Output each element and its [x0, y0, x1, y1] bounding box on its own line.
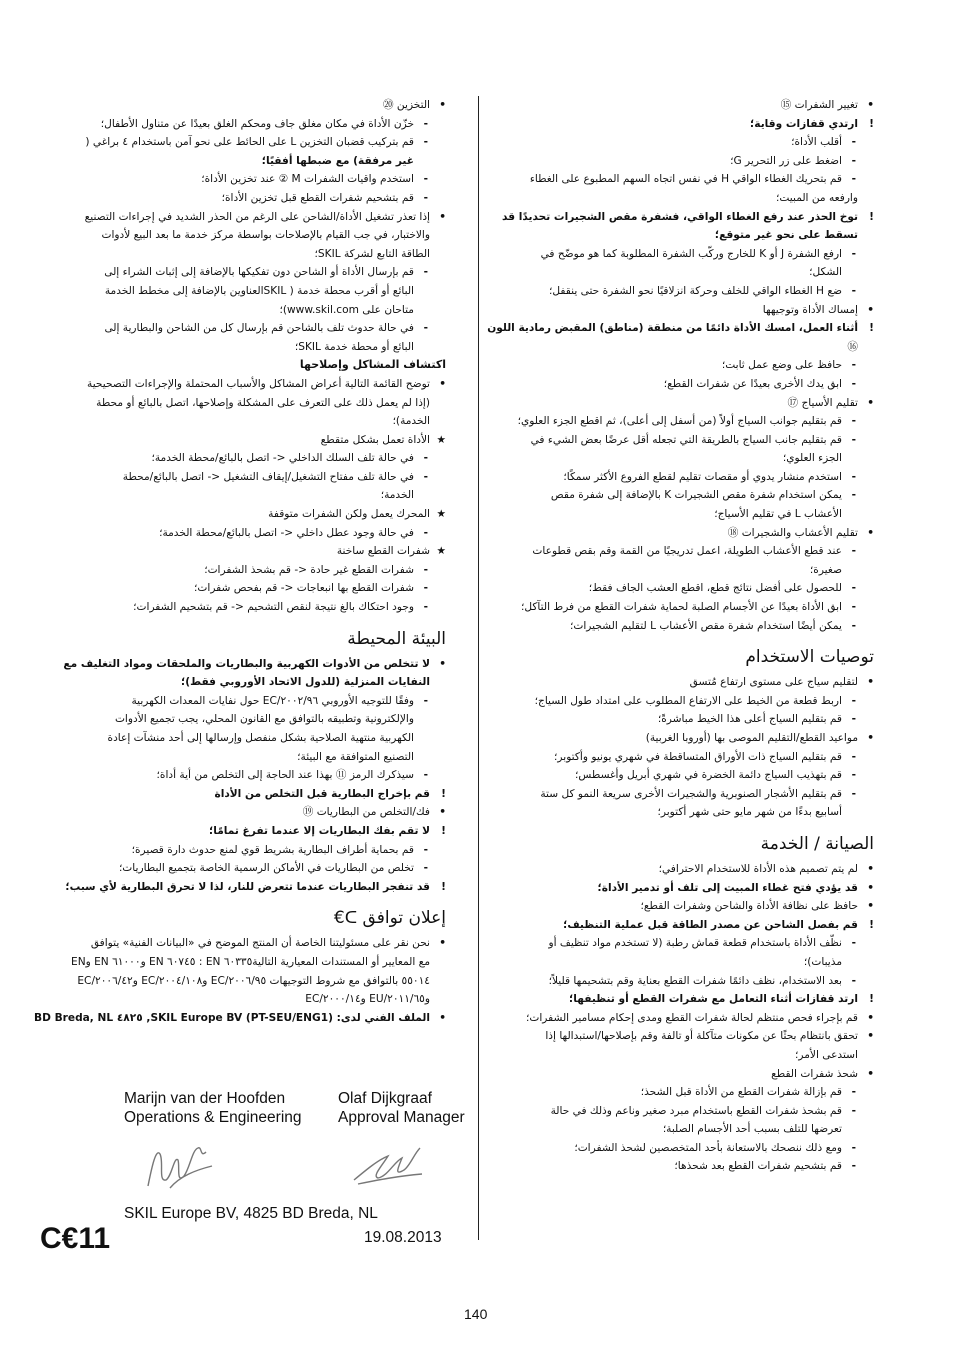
section-heading: [30, 906, 446, 930]
dash-bullet-icon: -: [423, 470, 428, 483]
line-text: تخلص من البطاريات في الأماكن الرسمية الخاصة بتجميع البطاريات؛: [118, 862, 414, 875]
line-text: وجود احتكاك بالغ نتيجة لنقص التشحيم <- قم بتشحيم الشفرات؛: [133, 601, 414, 614]
list-item-continuation: [30, 301, 446, 320]
signature-2-scribble: [348, 1140, 428, 1190]
list-item: [474, 1027, 874, 1046]
line-text: توضح القائمة التالية أعراض المشاكل والأسباب المحتملة والإجراءات التصحيحية: [87, 377, 430, 390]
line-text: الطاقة التابع لشركة SKIL؛: [314, 247, 430, 260]
left-column: [30, 96, 446, 1027]
line-text: تحقق بانتظام بحثًا عن مكونات متآكلة أو تالفة وقم بإصلاحها/استبدالها إذا: [545, 1030, 858, 1043]
dash-bullet-icon: -: [851, 937, 856, 950]
line-text: البائع أو أقرب محطة خدمة ( SKILالعناوين بالإضافة إلى مخطط الخدمة: [104, 284, 414, 297]
line-text: مع المعايير أو المستندات المعيارية التالية٦٠٣٣٥ EN : ٦٠٧٤٥ EN و٦١٠٠٠ EN وEN: [71, 955, 430, 968]
list-item: [30, 96, 446, 115]
warning-mark-icon: !: [869, 117, 874, 130]
dash-bullet-icon: -: [851, 359, 856, 372]
list-item: [30, 803, 446, 822]
list-item-continuation: [474, 505, 874, 524]
list-subitem: [474, 579, 874, 598]
dash-bullet-icon: -: [851, 433, 856, 446]
line-text: قم بإزالة شفرات القطع من الأداة قبل الشحذ؛: [640, 1086, 842, 1099]
line-text: وارفعه من المبيت؛: [776, 191, 858, 204]
list-item-continuation: [30, 486, 446, 505]
bullet-icon: •: [867, 862, 874, 875]
dash-bullet-icon: -: [851, 582, 856, 595]
warning-mark-icon: !: [441, 787, 446, 800]
line-text: قم بتقليم جانب السياج بالطريقة التي تجعله أقل عرضًا بعض الشيء في: [530, 433, 842, 446]
dash-bullet-icon: -: [851, 284, 856, 297]
list-subitem: [474, 692, 874, 711]
dash-bullet-icon: -: [423, 266, 428, 279]
dash-bullet-icon: -: [423, 843, 428, 856]
line-text: قم بإجراء فحص منتظم لحالة شفرات القطع ومدى إحكام مسامير الشفرات؛: [526, 1011, 858, 1024]
list-item: [30, 208, 446, 227]
list-item-continuation: [474, 263, 874, 282]
line-text: في حالة حدوث تلف بالشاحن قم بإرسال كل من الشاحن والبطارية إلى: [104, 322, 414, 335]
bullet-icon: •: [439, 937, 446, 950]
list-subitem: [474, 710, 874, 729]
line-text: قم بحماية أطراف البطارية بشريط قوي لمنع حدوث دارة قصيرة؛: [131, 843, 414, 856]
line-text: ابق الأداة بعيدًا عن الأجسام الصلبة لحماية شفرات القطع من فرط التآكل؛: [521, 601, 842, 614]
line-text: توصيات الاستخدام: [745, 647, 874, 668]
dash-bullet-icon: -: [851, 713, 856, 726]
list-item-continuation: [474, 561, 874, 580]
list-subitem: [30, 449, 446, 468]
line-text: قد تنفجر البطاريات عندما تتعرض للنار، لذا لا تحرق البطارية لأي سبب؛: [65, 880, 430, 893]
list-subitem: [474, 1083, 874, 1102]
line-text: حافظ على وضع عمل ثابت؛: [721, 359, 842, 372]
bullet-icon: •: [867, 303, 874, 316]
list-item: [474, 729, 874, 748]
line-text: الأداة تعمل بشكل متقطع: [320, 433, 430, 446]
line-text: متاحان على www.skil.com)؛: [279, 303, 414, 316]
line-text: خزّن الأداة في مكان مغلق جاف ومحكم الغلق بعيدًا عن متناول الأطفال؛: [100, 117, 414, 130]
line-text: ٥٥٠١٤ بالتوافق مع شروط التوجيهات ٢٠٠٦/٩٥/EC و٢٠٠٤/١٠٨/EC و٢٠٠٦/٤٢/EC: [77, 974, 430, 987]
dash-bullet-icon: -: [851, 247, 856, 260]
line-text: تقليم الأعشاب والشجيرات ⑱: [727, 526, 858, 539]
dash-bullet-icon: -: [423, 694, 428, 707]
section-subheading: [30, 356, 446, 375]
section-heading: [474, 832, 874, 856]
list-subitem: [474, 486, 874, 505]
line-text: ⑯: [847, 340, 858, 353]
list-subitem: [30, 561, 446, 580]
dash-bullet-icon: -: [423, 563, 428, 576]
line-text: الخدمة)؛: [392, 415, 430, 428]
dash-bullet-icon: -: [423, 526, 428, 539]
dash-bullet-icon: -: [423, 173, 428, 186]
list-subitem: [30, 170, 446, 189]
line-text: إمساك الأداة وتوجيهها: [762, 303, 858, 316]
line-text: لم يتم تصميم هذه الأداة للاستخدام الاحترافي؛: [658, 862, 858, 875]
list-subitem: [474, 934, 874, 953]
line-text: استدعى الأمر؛: [795, 1048, 858, 1061]
list-subitem: [474, 412, 874, 431]
list-item-continuation: [474, 226, 874, 245]
line-text: قم بتقليم الأشجار الصنوبرية والشجيرات الأخرى سريعة النمو كل ستة: [540, 787, 842, 800]
dash-bullet-icon: -: [851, 601, 856, 614]
list-item: [474, 673, 874, 692]
list-item: [30, 1009, 446, 1028]
line-text: تسقط على نحو غير متوقع؛: [714, 229, 858, 242]
list-item: [30, 505, 446, 524]
line-text: البيئة المحيطة: [347, 628, 446, 649]
line-text: إذا تعذر تشغيل الأداة/الشاحن على الرغم من الحذر الشديد في إجراءات التصنيع: [84, 210, 430, 223]
dash-bullet-icon: -: [423, 769, 428, 782]
list-item-continuation: [474, 803, 874, 822]
dash-bullet-icon: -: [851, 769, 856, 782]
list-subitem: [30, 319, 446, 338]
line-text: اضغط على زر التحرير G؛: [730, 154, 842, 167]
line-text: وفقًا للتوجيه الأوروبي ٢٠٠٢/٩٦/EC حول نفايات المعدات الكهربية: [131, 694, 414, 707]
line-text: ارفع الشفرة J أو K للخارج وركّب الشفرة المطلوبة كما هو موضّح في: [540, 247, 842, 260]
line-text: بعد الاستخدام، نظف دائمًا شفرات القطع بعناية وقم بتشحيمها قليلاً؛: [548, 974, 842, 987]
line-text: النفايات المنزلية (للدول الاتحاد الأوروبي فقط)؛: [181, 676, 430, 689]
dash-bullet-icon: -: [423, 601, 428, 614]
list-subitem: [474, 170, 874, 189]
line-text: صغيرة؛: [809, 563, 842, 576]
line-text: قم بتحريك الغطاء الواقي H في نفس اتجاه السهم المطبوع على الغطاء: [529, 173, 842, 186]
list-item-continuation: [474, 1046, 874, 1065]
list-subitem: [30, 841, 446, 860]
line-text: والإلكترونية وتطبيقه بالتوافق مع القانون المحلي، يجب تجميع الأدوات: [114, 713, 414, 726]
dash-bullet-icon: -: [851, 136, 856, 149]
dash-bullet-icon: -: [851, 1160, 856, 1173]
line-text: قم بتقليم جوانب السياج أولاً (من أسفل إلى أعلى)، ثم اقطع الجزء العلوي؛: [517, 415, 842, 428]
line-text: ومع ذلك ننصحك بالاستعانة بأحد المتخصصين لشحذ الشفرات؛: [574, 1141, 842, 1154]
line-text: حافظ على نظافة الأداة والشاحن وشفرات القطع؛: [640, 900, 858, 913]
list-item: [30, 934, 446, 953]
dash-bullet-icon: -: [851, 1104, 856, 1117]
line-text: غير مرفقة) مع ضبطها أفقيًا؛: [261, 154, 414, 167]
line-text: اكتشاف المشاكل وإصلاحها: [299, 358, 446, 372]
line-text: التخزين ⑳: [382, 99, 430, 111]
list-subitem: [30, 189, 446, 208]
line-text: في حالة وجود عطل داخلي <- اتصل بالبائع/محطة الخدمة؛: [159, 526, 414, 539]
line-text: للحصول على أفضل نتائج قطع، اقطع العشب الجاف فقط؛: [588, 582, 842, 595]
line-text: إعلان توافق ᑕ€: [333, 908, 446, 929]
star-bullet-icon: ★: [436, 545, 446, 558]
list-item-continuation: [30, 226, 446, 245]
line-text: الأعشاب L في تقليم الأسياج؛: [714, 508, 842, 521]
list-subitem: [30, 468, 446, 487]
line-text: تقليم الأسياج ⑰: [787, 396, 858, 409]
dash-bullet-icon: -: [423, 117, 428, 130]
list-item: [474, 319, 874, 338]
line-text: قم بتركيب قضبان التخزين L على الحائط على نحو آمن باستخدام ٤ براغي (: [85, 136, 414, 149]
list-item: [474, 524, 874, 543]
dash-bullet-icon: -: [851, 787, 856, 800]
line-text: قم بإرسال الأداة أو الشاحن دون تفكيكها بالإضافة إلى إثبات الشراء إلى: [104, 266, 414, 279]
line-text: يمكن استخدام شفرة مقص الشجيرات K بالإضافة إلى شفرة مقص: [550, 489, 842, 502]
list-item-continuation: [30, 673, 446, 692]
line-text: قد يؤدي فتح غطاء المبيت إلى تلف أو تدمير الأداة؛: [597, 881, 858, 894]
line-text: سيذكرك الرمز ⑪ بهذا عند الحاجة إلى التخلص من أية أداة؛: [156, 769, 414, 782]
warning-mark-icon: !: [441, 824, 446, 837]
warning-mark-icon: !: [869, 210, 874, 223]
line-text: و٢٠١١/٦٥/EU و٢٠٠٠/١٤/EC: [305, 993, 430, 1006]
dash-bullet-icon: -: [851, 750, 856, 763]
line-text: لتقليم سياج على مستوى ارتفاع مُتسق: [689, 676, 858, 689]
list-item: [474, 1009, 874, 1028]
line-text: استخدم منشار يدوي أو مقصات تقليم لقطع الفروع الأكثر سمكًا؛: [563, 470, 842, 483]
dash-bullet-icon: -: [851, 377, 856, 390]
line-text: مذيبات)؛: [803, 955, 842, 968]
list-subitem: [474, 431, 874, 450]
list-item-continuation: [474, 189, 874, 208]
dash-bullet-icon: -: [851, 470, 856, 483]
list-subitem: [30, 766, 446, 785]
list-item: [30, 878, 446, 897]
list-subitem: [474, 542, 874, 561]
dash-bullet-icon: -: [423, 452, 428, 465]
line-text: ارتد قفازات أثناء التعامل مع شفرات القطع أو تنظيفها؛: [569, 993, 858, 1006]
column-divider: [478, 96, 479, 1240]
signature-1-scribble: [140, 1136, 220, 1196]
line-text: أسابيع بدءًا من شهر مايو حتى شهر أكتوبر؛: [657, 806, 842, 819]
line-text: المحرك يعمل ولكن الشفرات متوقفة: [268, 508, 430, 521]
list-item-continuation: [30, 990, 446, 1009]
list-subitem: [30, 524, 446, 543]
list-item: [474, 990, 874, 1009]
star-bullet-icon: ★: [436, 433, 446, 446]
list-subitem: [474, 133, 874, 152]
dash-bullet-icon: -: [851, 974, 856, 987]
dash-bullet-icon: -: [851, 619, 856, 632]
line-text: الخدمة؛: [380, 489, 414, 502]
line-text: ابق يدك الأخرى بعيدًا عن شفرات القطع؛: [663, 377, 842, 390]
list-item-continuation: [474, 953, 874, 972]
line-text: فك/التخلص من البطاريات ⑲: [302, 806, 430, 819]
signatory-1: [124, 1089, 302, 1127]
list-item: [474, 208, 874, 227]
bullet-icon: •: [867, 99, 874, 111]
list-subitem: [474, 748, 874, 767]
list-item-continuation: [30, 394, 446, 413]
list-item: [30, 655, 446, 674]
list-subitem: [30, 598, 446, 617]
list-item-continuation: [30, 412, 446, 431]
dash-bullet-icon: -: [423, 191, 428, 204]
list-subitem: [474, 785, 874, 804]
list-subitem: [474, 617, 874, 636]
signatory-1-name: Marijn van der Hoofden: [124, 1090, 286, 1107]
signatory-1-role: Operations & Engineering: [124, 1109, 302, 1126]
warning-mark-icon: !: [869, 322, 874, 335]
line-text: عند قطع الأعشاب الطويلة، اعمل تدريجيًا من القمة وقم بقص قطوعات: [532, 545, 842, 558]
company-address: SKIL Europe BV, 4825 BD Breda, NL: [124, 1205, 378, 1222]
page-number: 140: [464, 1306, 488, 1322]
list-item: [30, 542, 446, 561]
line-text: والاختبار، في جب القيام بالإصلاحات بواسطة مركز خدمة ما بعد البيع لأدوات: [101, 229, 430, 242]
list-item: [30, 822, 446, 841]
line-text: التصنيع المتوافقة مع البيئة؛: [297, 750, 414, 763]
dash-bullet-icon: -: [423, 582, 428, 595]
dash-bullet-icon: -: [851, 1141, 856, 1154]
right-column: [474, 96, 874, 1176]
dash-bullet-icon: -: [423, 862, 428, 875]
bullet-icon: •: [439, 377, 446, 390]
list-item-continuation: [30, 748, 446, 767]
line-text: الصيانة / الخدمة: [760, 833, 874, 854]
line-text: شفرات القطع غير حادة <- قم بشحذ الشفرات؛: [204, 563, 414, 576]
bullet-icon: •: [867, 1011, 874, 1024]
dash-bullet-icon: -: [851, 489, 856, 502]
line-text: قم بتشحيم شفرات القطع بعد شحذها؛: [674, 1160, 842, 1173]
line-text: اربط قطعة من الخيط على الارتفاع المطلوب على امتداد طول السياج؛: [534, 694, 842, 707]
dash-bullet-icon: -: [851, 173, 856, 186]
line-text: الكهربية منتهية الصلاحية بشكل منفصل وإرسالها إلى أحد منشآت إعادة: [107, 732, 414, 744]
list-subitem: [30, 579, 446, 598]
list-item: [474, 1065, 874, 1084]
line-text: شحذ شفرات القطع: [771, 1067, 858, 1080]
list-item-continuation: [30, 338, 446, 357]
bullet-icon: •: [867, 732, 874, 744]
line-text: مواعيد القطع/التقليم الموصى بها (أوروبا الغربية): [645, 732, 858, 744]
list-subitem: [474, 468, 874, 487]
list-item: [474, 96, 874, 115]
line-text: (إذا لم يعمل ذلك على التعرف على المشكلة وإصلاحها، اتصل بالبائع أو محطة: [96, 396, 430, 409]
bullet-icon: •: [867, 396, 874, 409]
list-item-continuation: [30, 245, 446, 264]
dash-bullet-icon: -: [851, 154, 856, 167]
bullet-icon: •: [867, 1067, 874, 1080]
line-text: ارتدي قفازات وقاية؛: [750, 117, 858, 130]
line-text: أقلب الأداة؛: [791, 136, 842, 149]
line-text: قم بشحذ شفرات القطع باستخدام مبرد صغير وناعم وذلك في حالة: [550, 1104, 842, 1117]
list-subitem: [474, 356, 874, 375]
line-text: توخ الحذر عند رفع الغطاء الواقي، فشفرة مقص الشجيرات تحديدًا قد: [502, 210, 858, 223]
bullet-icon: •: [439, 99, 446, 111]
line-text: البائع أو محطة خدمة SKIL؛: [294, 340, 414, 353]
signatory-2: [338, 1089, 465, 1127]
list-subitem: [474, 1139, 874, 1158]
list-subitem: [30, 692, 446, 711]
line-text: قم بإخراج البطارية قبل التخلص من الأداة: [214, 787, 430, 800]
list-subitem: [474, 245, 874, 264]
list-item: [30, 431, 446, 450]
list-item: [474, 860, 874, 879]
line-text: الملف الفني لدى: SKIL Europe BV (PT-SEU/ENG1), ٤٨٢٥ BD Breda, NL: [34, 1011, 430, 1024]
bullet-icon: •: [439, 210, 446, 223]
list-subitem: [474, 972, 874, 991]
line-text: الشكل؛: [809, 266, 842, 279]
line-text: نظّف الأداة باستخدام قطعة قماش رطبة (لا تستخدم مواد تنظيف أو: [548, 937, 842, 950]
list-subitem: [474, 598, 874, 617]
line-text: قم بتقليم السياج ذات الأوراق المتساقطة في شهري يونيو وأكتوبر؛: [554, 750, 842, 763]
dash-bullet-icon: -: [851, 1086, 856, 1099]
bullet-icon: •: [867, 881, 874, 894]
list-subitem: [30, 133, 446, 152]
list-item-continuation: [30, 972, 446, 991]
line-text: قم بتقليم السياج أعلى هذا الخيط مباشرةً؛: [657, 713, 842, 726]
list-item-continuation: [30, 729, 446, 748]
bullet-icon: •: [867, 676, 874, 689]
list-subitem: [30, 859, 446, 878]
line-text: قم بتهذيب السياج دائمة الخضرة في شهري أبريل وأغسطس؛: [575, 769, 842, 782]
line-text: ضع H الغطاء الواقي للخلف وحركة انزلاقيًا نحو الشفرة حتى ينقفل؛: [549, 284, 842, 297]
signatory-2-role: Approval Manager: [338, 1109, 465, 1126]
list-subitem: [474, 1102, 874, 1121]
list-subitem: [30, 263, 446, 282]
line-text: الجزء العلوي؛: [782, 452, 842, 465]
dash-bullet-icon: -: [851, 694, 856, 707]
warning-mark-icon: !: [869, 993, 874, 1006]
line-text: استخدم واقيات الشفرات M ② عند تخزين الأداة؛: [201, 173, 414, 186]
list-subitem: [474, 282, 874, 301]
line-text: شفرات القطع ساخنة: [336, 545, 430, 558]
section-heading: [474, 645, 874, 669]
list-subitem: [474, 375, 874, 394]
list-item-continuation: [474, 338, 874, 357]
dash-bullet-icon: -: [423, 322, 428, 335]
bullet-icon: •: [439, 1011, 446, 1024]
list-subitem: [474, 766, 874, 785]
line-text: لا تتخلص من الأدوات الكهربية والبطاريات والملحقات ومواد التغليف مع: [63, 657, 430, 670]
line-text: قم بفصل الشاحن عن مصدر الطاقة قبل عملية التنظيف؛: [563, 918, 858, 931]
list-item-continuation: [30, 710, 446, 729]
line-text: يمكن أيضًا استخدام شفرة مقص الأعشاب L لتقليم الشجيرات؛: [570, 619, 842, 632]
list-subitem: [474, 1157, 874, 1176]
list-item: [474, 301, 874, 320]
list-item: [474, 916, 874, 935]
list-item-continuation: [474, 449, 874, 468]
list-item: [30, 375, 446, 394]
list-item-continuation: [474, 1120, 874, 1139]
bullet-icon: •: [867, 1030, 874, 1043]
bullet-icon: •: [867, 900, 874, 913]
list-subitem: [474, 152, 874, 171]
list-item: [474, 897, 874, 916]
list-item: [30, 785, 446, 804]
bullet-icon: •: [439, 806, 446, 819]
list-item: [474, 394, 874, 413]
warning-mark-icon: !: [441, 880, 446, 893]
line-text: تعرضها للتلف بسبب أحد الأجسام الصلبة؛: [662, 1123, 842, 1136]
list-subitem: [30, 115, 446, 134]
dash-bullet-icon: -: [851, 545, 856, 558]
line-text: تغيير الشفرات ⑮: [780, 99, 858, 111]
dash-bullet-icon: -: [851, 415, 856, 428]
signatory-2-name: Olaf Dijkgraaf: [338, 1090, 432, 1107]
bullet-icon: •: [439, 657, 446, 670]
line-text: لا تقم بفك البطاريات إلا عندما تفرغ تمامًا؛: [208, 824, 430, 837]
list-item: [474, 115, 874, 134]
ce-mark: C€11: [40, 1222, 111, 1255]
line-text: شفرات القطع بها انبعاجات <- قم بفحص شفرات؛: [194, 582, 414, 595]
line-text: أثناء العمل، امسك الأداة دائمًا من منطقة (مناطق) المقبض رمادية اللون: [487, 322, 858, 335]
dash-bullet-icon: -: [423, 136, 428, 149]
list-item-continuation: [30, 152, 446, 171]
list-item: [474, 879, 874, 898]
line-text: قم بتشحيم شفرات القطع قبل تخزين الأداة؛: [221, 191, 414, 204]
section-heading: [30, 627, 446, 651]
warning-mark-icon: !: [869, 918, 874, 931]
list-item-continuation: [30, 282, 446, 301]
star-bullet-icon: ★: [436, 508, 446, 521]
list-item-continuation: [30, 953, 446, 972]
bullet-icon: •: [867, 526, 874, 539]
line-text: في حالة تلف السلك الداخلي <- اتصل بالبائع/محطة الخدمة؛: [151, 452, 414, 465]
declaration-date: 19.08.2013: [364, 1229, 442, 1246]
line-text: في حالة تلف مفتاح التشغيل/إيقاف التشغيل <- اتصل بالبائع/محطة: [122, 470, 414, 483]
line-text: نحن نقر على مسئوليتنا الخاصة أن المنتج الموضح في «البيانات الفنية» يتوافق: [90, 937, 430, 950]
